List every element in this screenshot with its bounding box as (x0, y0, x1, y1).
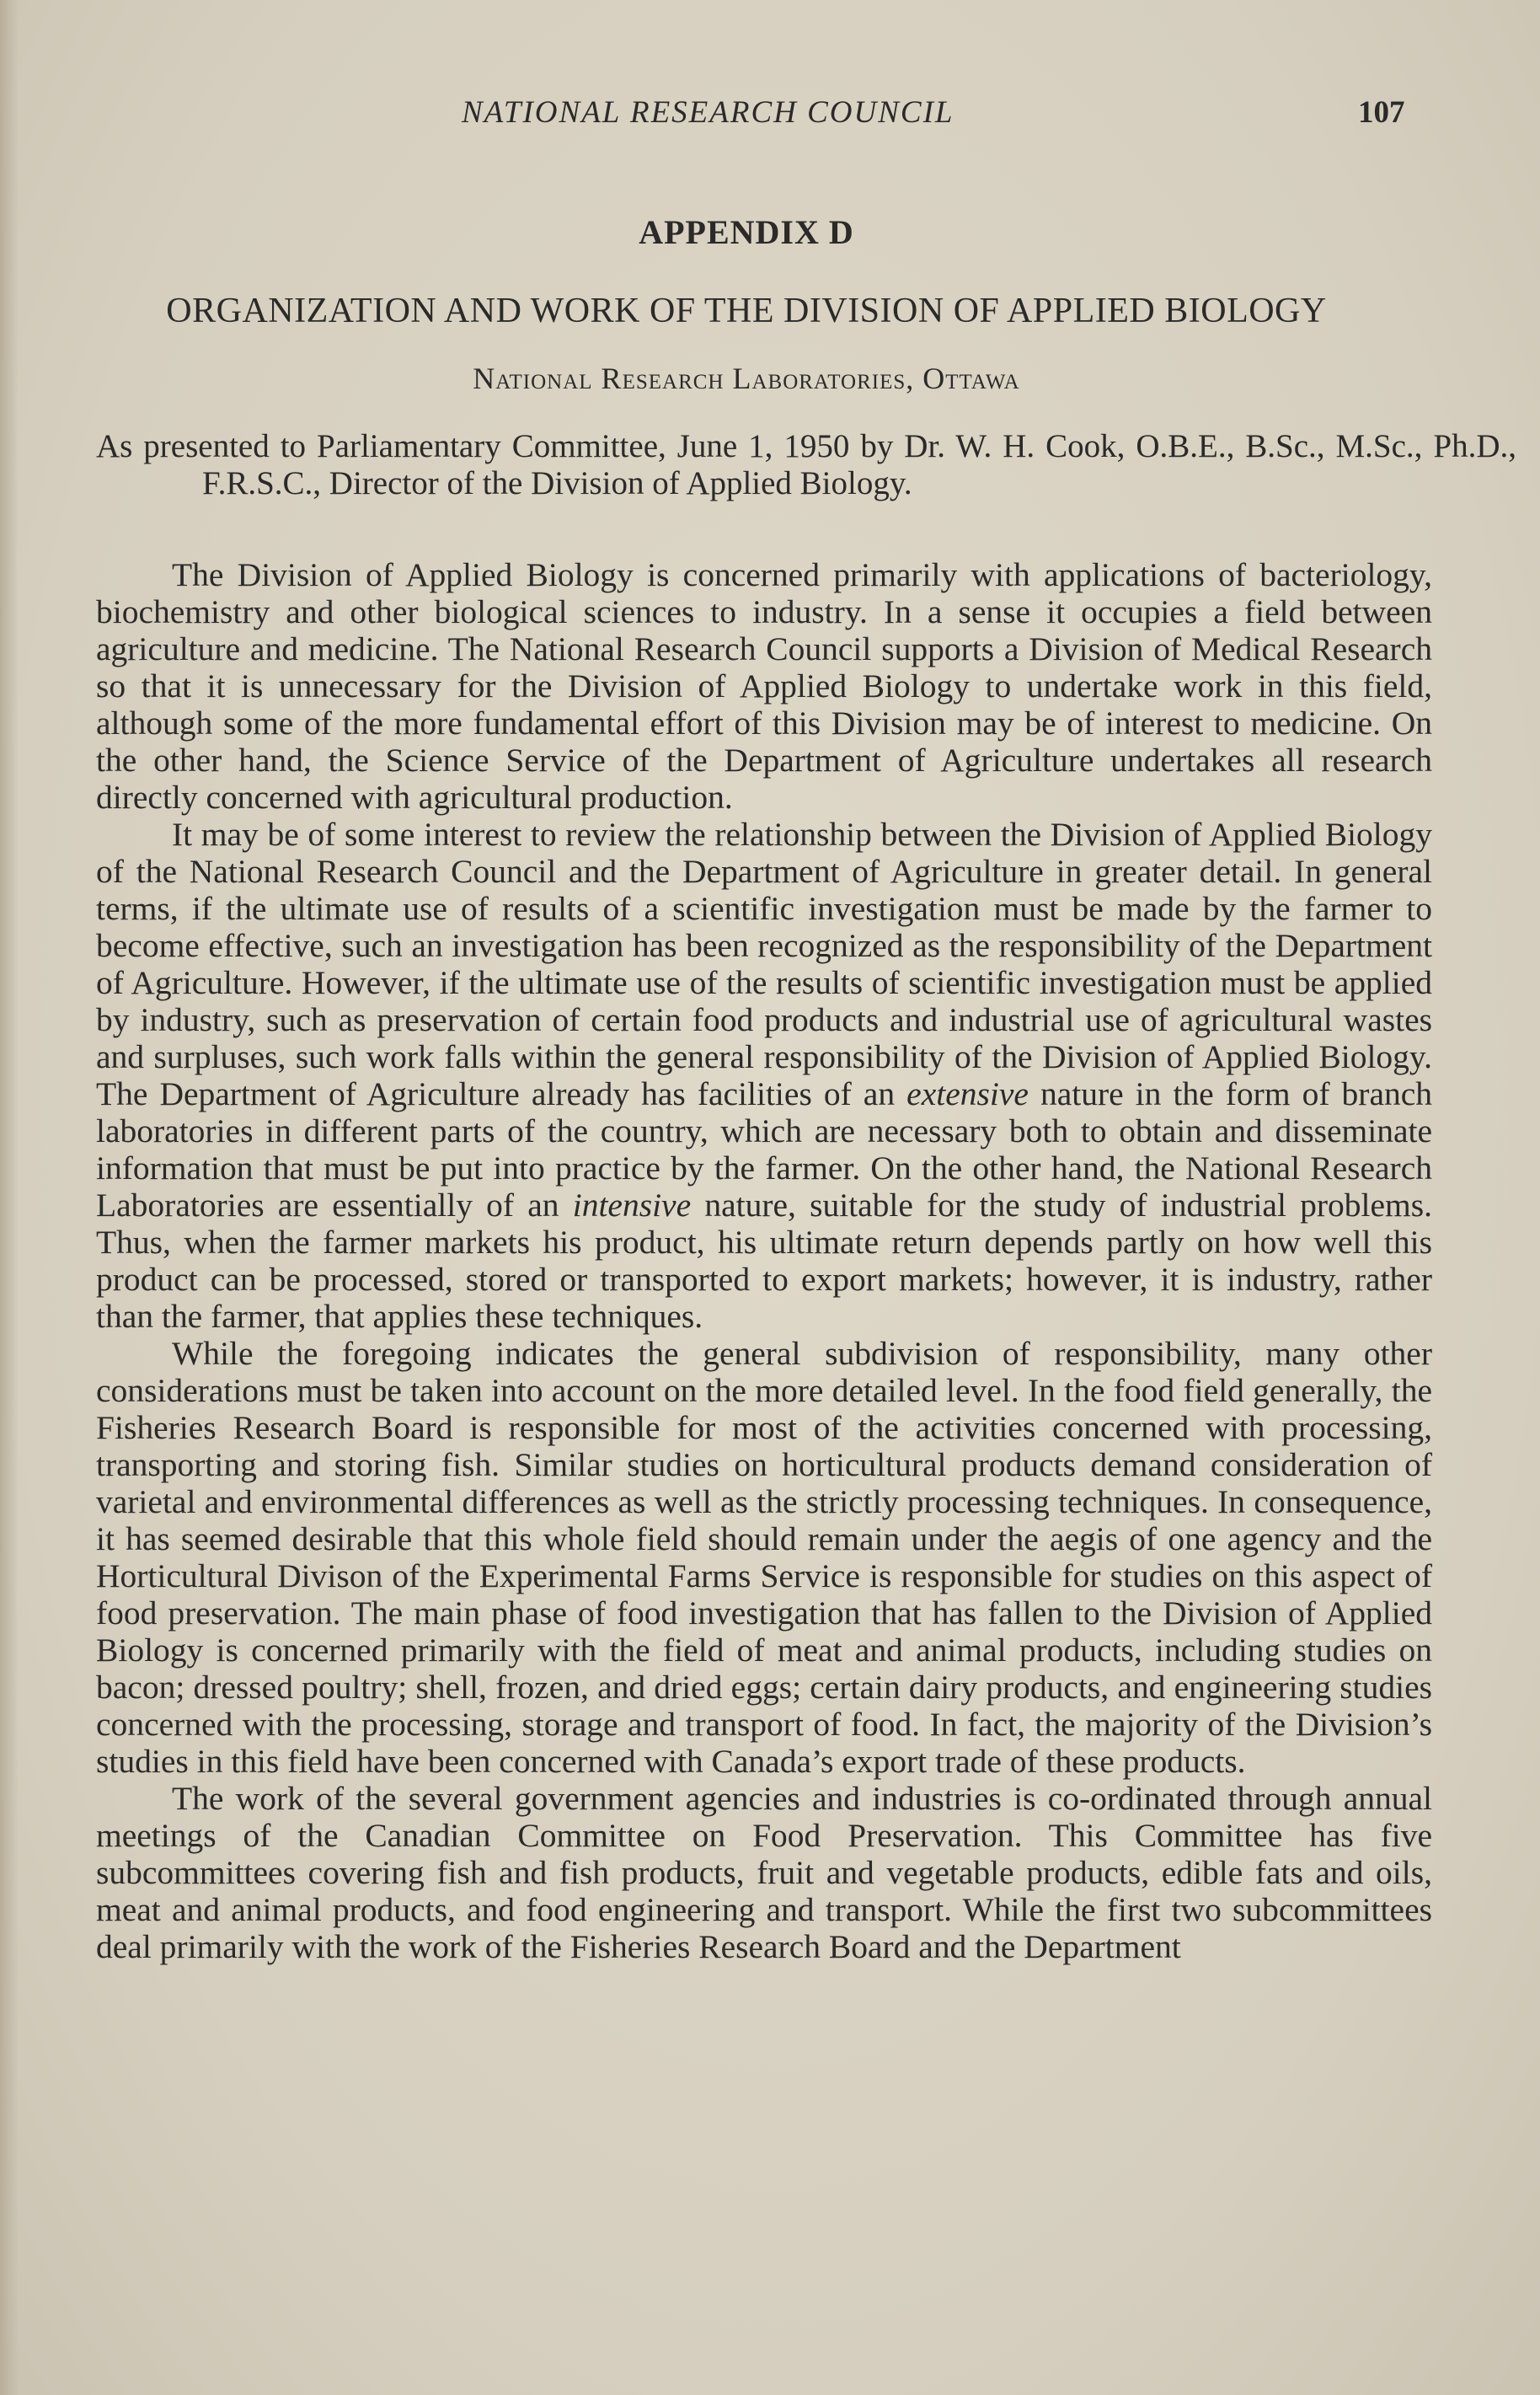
emphasis-intensive: intensive (572, 1187, 692, 1224)
running-head: NATIONAL RESEARCH COUNCIL (462, 95, 954, 130)
paragraph-2-part-c: nature, suitable for the study of industrial problems. Thus, when the farmer markets his product, his ultimate return depends partly on how well this product can be processed, stored or transported to export markets; however, it is industry, rather than the farmer, that applies these techniques. (96, 1187, 1432, 1335)
page-edge-shadow (0, 0, 19, 2395)
document-subtitle: National Research Laboratories, Ottawa (473, 362, 1020, 395)
body-text (96, 556, 1432, 1965)
paragraph-2-part-b: nature in the form of branch laboratories in different parts of the country, which are necessary both to obtain and disseminate information that must be put into practice by the farmer. On the other hand, the National Research Laboratories are essentially of an (96, 1075, 1433, 1224)
paragraph-2 (96, 816, 1432, 1335)
document-title: ORGANIZATION AND WORK OF THE DIVISION OF APPLIED BIOLOGY (166, 292, 1327, 330)
emphasis-extensive: extensive (906, 1075, 1029, 1112)
page-number: 107 (1358, 95, 1405, 130)
paragraph-3: While the foregoing indicates the general subdivision of responsibility, many other considerations must be taken into account on the more detailed level. In the food field generally, the Fisheries Research Board is responsible for most of the activities concerned with processing, transporting and storing fish. Similar studies on horticultural products demand consideration of varietal and environmental differences as well as the strictly processing techniques. In consequence, it has seemed desirable that this whole field should remain under the aegis of one agency and the Horticultural Divison of the Experimental Farms Service is responsible for studies on this aspect of food preservation. The main phase of food investigation that has fallen to the Division of Applied Biology is concerned primarily with the field of meat and animal products, including studies on bacon; dressed poultry; shell, frozen, and dried eggs; certain dairy products, and engineering studies concerned with the processing, storage and transport of food. In fact, the majority of the Division’s studies in this field have been concerned with Canada’s export trade of these products. (96, 1335, 1432, 1780)
presented-note: As presented to Parliamentary Committee, June 1, 1950 by Dr. W. H. Cook, O.B.E., B.Sc., M.Sc., Ph.D., F.R.S.C., Director of the Division of Applied Biology. (96, 428, 1516, 501)
paragraph-2-part-a: It may be of some interest to review the relationship between the Division of Applied Biology of the National Research Council and the Department of Agriculture in greater detail. In general terms, if the ultimate use of results of a scientific investigation must be made by the farmer to become effective, such an investigation has been recognized as the responsibility of the Department of Agriculture. However, if the ultimate use of the results of scientific investigation must be applied by industry, such as preservation of certain food products and industrial use of agricultural wastes and surpluses, such work falls within the general responsibility of the Division of Applied Biology. The Department of Agriculture already has facilities of an (96, 816, 1432, 1112)
paragraph-4: The work of the several government agencies and industries is co-ordinated through annual meetings of the Canadian Committee on Food Preservation. This Committee has five subcommittees covering fish and fish products, fruit and vegetable products, edible fats and oils, meat and animal products, and food engineering and transport. While the first two subcommittees deal primarily with the work of the Fisheries Research Board and the Department (96, 1780, 1432, 1965)
appendix-label: APPENDIX D (639, 213, 854, 251)
paragraph-1: The Division of Applied Biology is concerned primarily with applications of bacteriology, biochemistry and other biological sciences to industry. In a sense it occupies a field between agriculture and medicine. The National Research Council supports a Division of Medical Research so that it is unnecessary for the Division of Applied Biology to undertake work in this field, although some of the more fundamental effort of this Division may be of interest to medicine. On the other hand, the Science Service of the Department of Agriculture undertakes all research directly concerned with agricultural production. (96, 556, 1432, 816)
